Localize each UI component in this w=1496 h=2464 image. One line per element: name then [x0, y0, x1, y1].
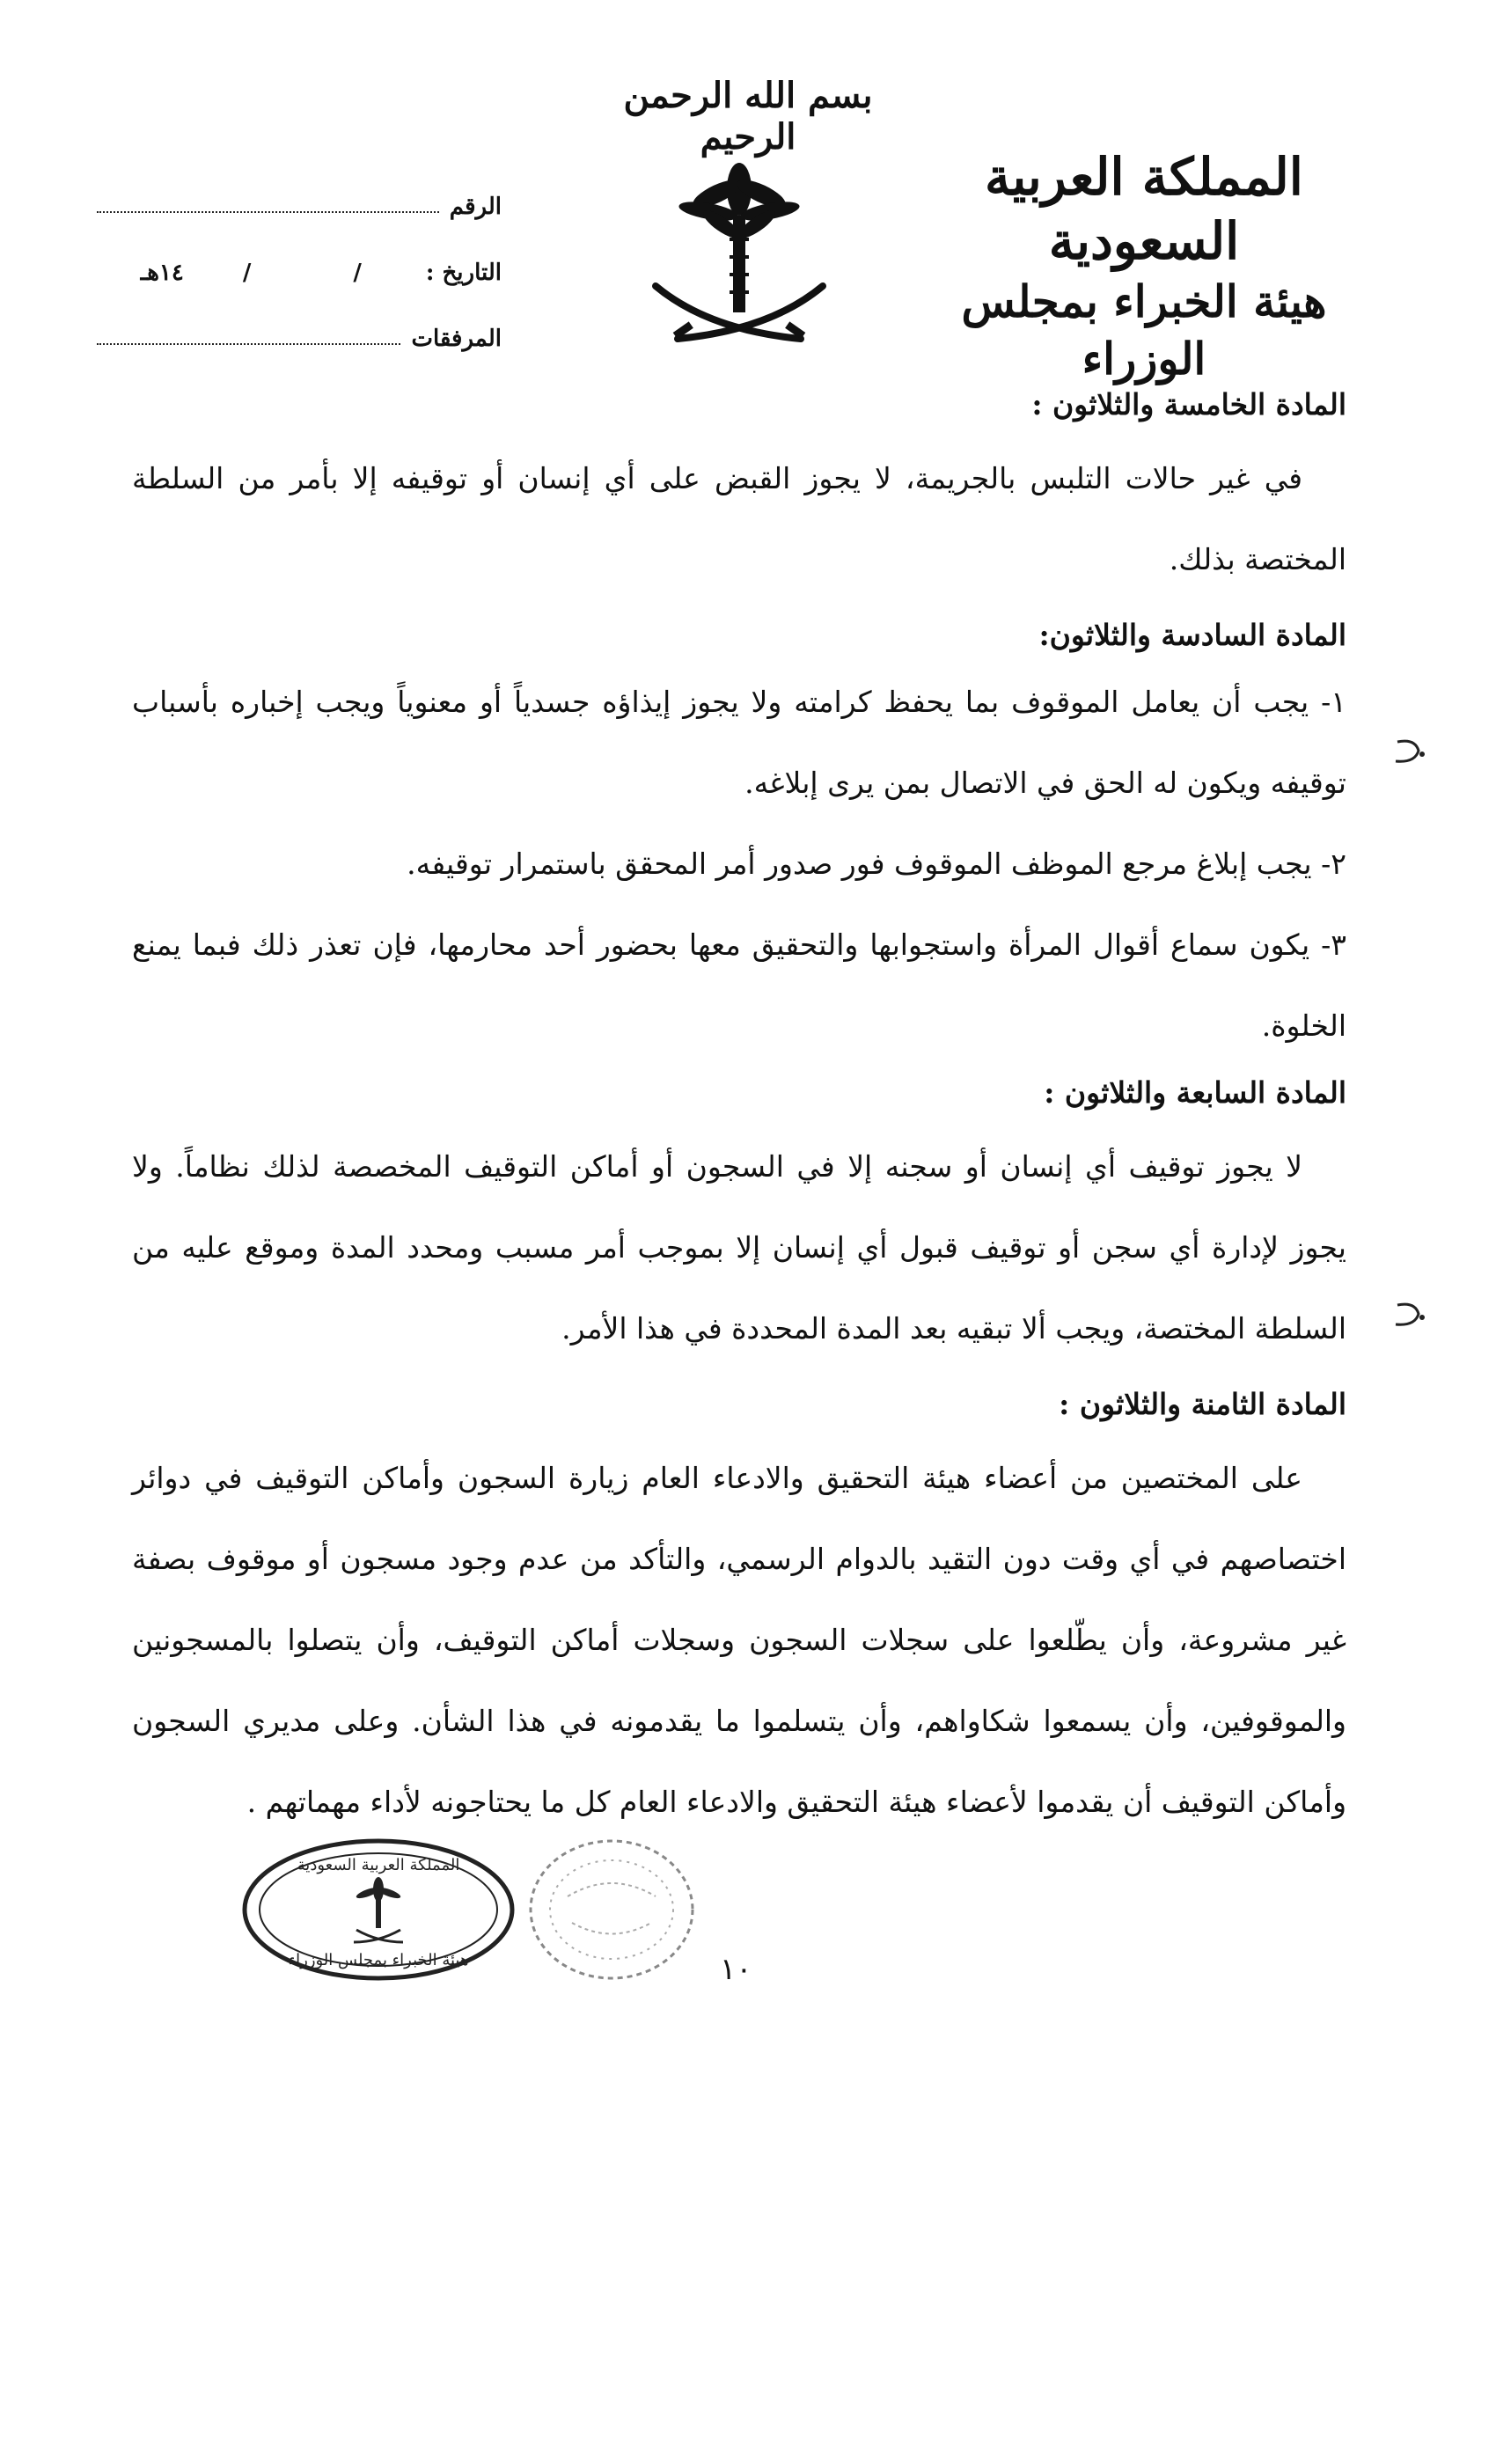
article-text: على المختصين من أعضاء هيئة التحقيق والادعاء العام زيارة السجون وأماكن التوقيف في دوائر اختصاصهم في أي وقت دون التقيد بالدوام الرسمي، والتأكد من عدم وجود مسجون أو موقوف بصفة غير مشروعة، وأن يطّلعوا على سجلات السجون وسجلات أماكن التوقيف، وأن يتصلوا بالمسجونين والموقوفين، وأن يسمعوا شكاواهم، وأن يتسلموا ما يقدمونه في هذا الشأن. وعلى مديري السجون وأماكن التوقيف أن يقدموا لأعضاء هيئة التحقيق والادعاء العام كل ما يحتاجونه لأداء مهماتهم . — [132, 1461, 1346, 1819]
org-name-country: المملكة العربية السعودية — [985, 147, 1303, 271]
article-36 — [132, 609, 1346, 1067]
article-item: ١- يجب أن يعامل الموقوف بما يحفظ كرامته ولا يجوز إيذاؤه جسدياً أو معنوياً ويجب إخباره بأسباب توقيفه ويكون له الحق في الاتصال بمن يرى إبلاغه. — [132, 685, 1346, 800]
palm-and-swords-emblem-icon — [638, 154, 840, 356]
article-text: في غير حالات التلبس بالجريمة، لا يجوز القبض على أي إنسان أو توقيفه إلا بأمر من السلطة المختصة بذلك. — [132, 461, 1346, 576]
date-suffix: ١٤هـ — [140, 260, 184, 286]
date-label: التاريخ : — [425, 260, 502, 286]
reference-block — [97, 154, 502, 352]
org-name-authority: هيئة الخبراء بمجلس الوزراء — [961, 275, 1327, 385]
page-number: ١٠ — [720, 1952, 752, 1987]
official-seal-stamp — [238, 1835, 519, 1984]
basmala: بسم الله الرحمن الرحيم — [623, 75, 873, 158]
attachments-line — [97, 338, 400, 345]
reference-label: الرقم — [449, 194, 502, 220]
article-heading: المادة السادسة والثلاثون: — [1038, 618, 1346, 652]
svg-text:المملكة العربية السعودية: المملكة العربية السعودية — [297, 1856, 460, 1874]
organization-header — [915, 145, 1373, 387]
article-38 — [132, 1378, 1346, 1843]
article-heading: المادة الخامسة والثلاثون : — [1031, 387, 1346, 422]
faint-embossed-seal — [524, 1835, 700, 1984]
date-row — [97, 220, 502, 286]
reference-number-row — [97, 154, 502, 220]
article-heading: المادة الثامنة والثلاثون : — [1059, 1387, 1346, 1421]
article-37 — [132, 1067, 1346, 1369]
article-heading: المادة السابعة والثلاثون : — [1044, 1075, 1346, 1110]
articles-body — [132, 378, 1346, 1852]
svg-text:هيئة الخبراء بمجلس الوزراء: هيئة الخبراء بمجلس الوزراء — [288, 1951, 469, 1969]
margin-initial-mark-icon — [1389, 735, 1431, 768]
article-text: لا يجوز توقيف أي إنسان أو سجنه إلا في السجون أو أماكن التوقيف المخصصة لذلك نظاماً. ولا يجوز لإدارة أي سجن أو توقيف قبول أي إنسان إلا بموجب أمر مسبب ومحدد المدة وموقع عليه من السلطة المختصة، ويجب ألا تبقيه بعد المدة المحددة في هذا الأمر. — [132, 1149, 1346, 1346]
margin-initial-mark-icon — [1389, 1298, 1431, 1331]
article-item: ٣- يكون سماع أقوال المرأة واستجوابها والتحقيق معها بحضور أحد محارمها، فإن تعذر ذلك فبما يمنع الخلوة. — [132, 928, 1346, 1043]
article-35 — [132, 378, 1346, 600]
attachments-label: المرفقات — [411, 326, 502, 352]
date-slots: // — [242, 260, 367, 286]
reference-line — [97, 206, 439, 213]
attachments-row — [97, 286, 502, 352]
article-item: ٢- يجب إبلاغ مرجع الموظف الموقوف فور صدور أمر المحقق باستمرار توقيفه. — [407, 847, 1346, 881]
